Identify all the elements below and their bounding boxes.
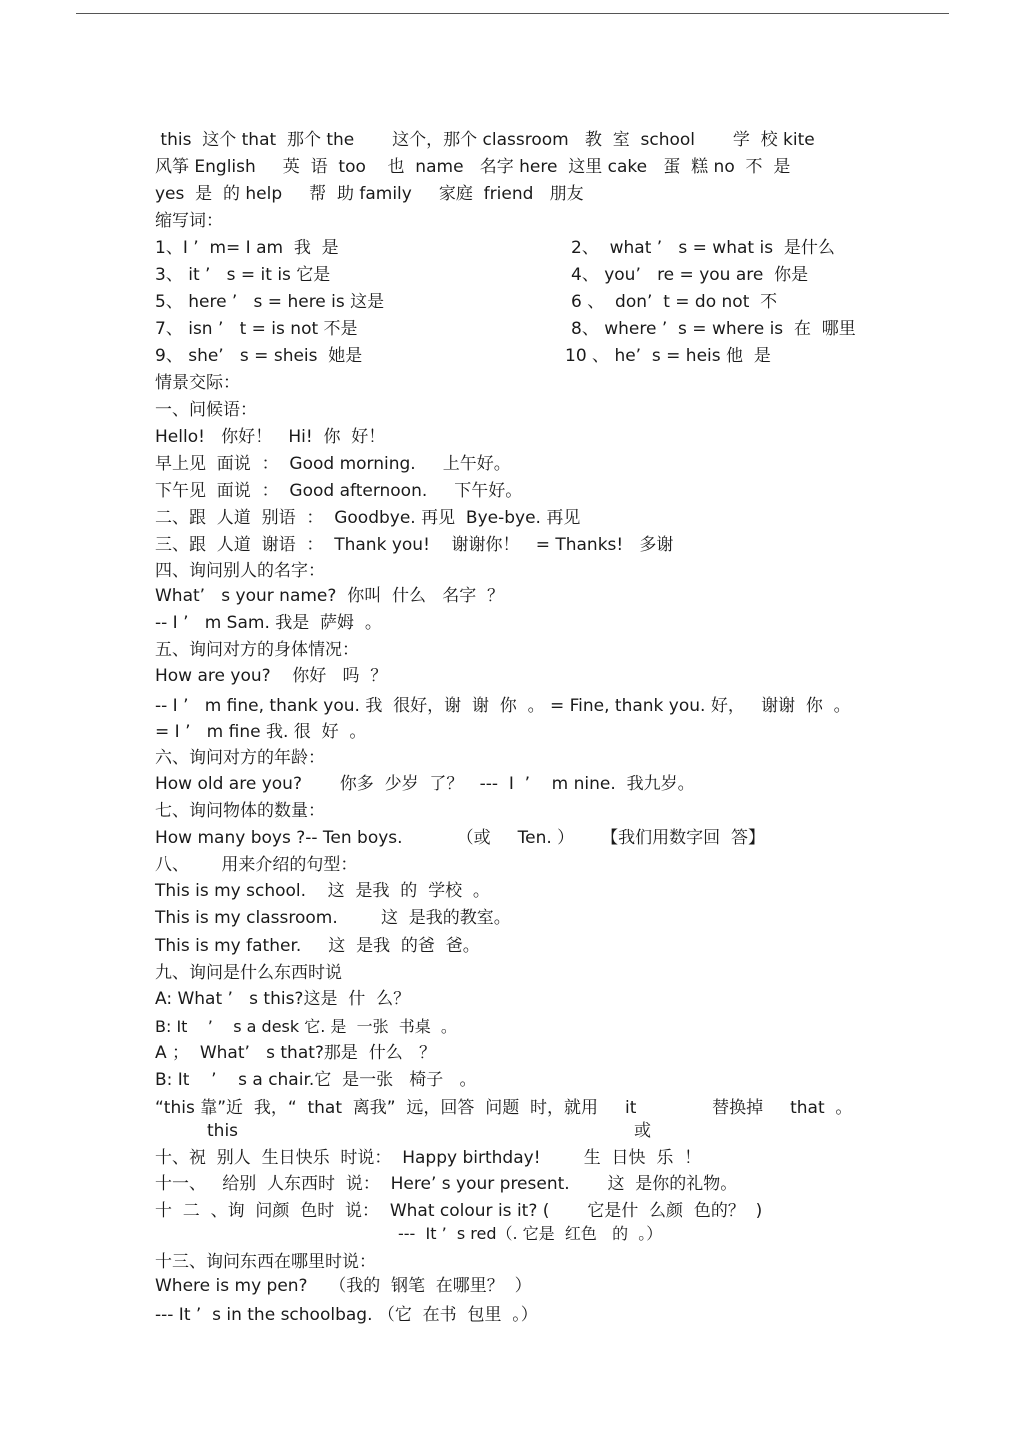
text-line: -- I ’ m fine, thank you. 我 很好，谢 谢 你 。 = Fine, thank you. 好， 谢谢 你 。 [155,696,851,716]
text-line: --- It ’ s red（. 它是 红色 的 。） [398,1224,663,1243]
text-line: 或 [634,1121,651,1141]
vocab-line-2: 风筝 English 英 语 too 也 name 名字 here 这里 cake 蛋 糕 no 不 是 [155,157,791,177]
text-line: = I ’ m fine 我. 很 好 。 [155,722,367,742]
text-line: 十 二 、询 问颜 色时 说： What colour is it? ( 它是什 么颜 色的？ ) [155,1201,763,1221]
section-heading: 五、询问对方的身体情况： [155,640,359,660]
dialog-line: B: It ’ s a desk 它. 是 一张 书桌 。 [155,1017,457,1036]
section-heading: 二、跟 人道 别语 ： Goodbye. 再见 Bye-bye. 再见 [155,508,581,528]
section-heading: 情景交际： [155,373,240,393]
section-heading: 四、询问别人的名字： [155,561,325,581]
text-line: -- I ’ m Sam. 我是 萨姆 。 [155,613,382,633]
abbrev-item: 3、 it ’ s = it is 它是 [155,265,331,285]
abbrev-item: 1、I ’ m= I am 我 是 [155,238,339,258]
section-heading: 九、询问是什么东西时说 [155,963,342,983]
text-line: This is my school. 这 是我 的 学校 。 [155,881,490,901]
text-line: Hello! 你好！ Hi! 你 好！ [155,427,386,447]
text-line: 十、祝 别人 生日快乐 时说： Happy birthday! 生 日快 乐 ！ [155,1148,702,1168]
text-line: 十一、 给别 人东西时 说： Here’ s your present. 这 是你的礼物。 [155,1174,738,1194]
section-heading: 十三、询问东西在哪里时说： [155,1252,376,1272]
abbrev-item: 6 、 don’ t = do not 不 [571,292,778,312]
abbrev-item: 5、 here ’ s = here is 这是 [155,292,385,312]
abbrev-heading: 缩写词： [155,211,223,231]
section-heading: 六、询问对方的年龄： [155,748,325,768]
text-line: This is my classroom. 这 是我的教室。 [155,908,511,928]
text-line: What’ s your name? 你叫 什么 名字 ？ [155,586,505,606]
text-line: this [207,1121,239,1141]
text-line: This is my father. 这 是我 的爸 爸。 [155,936,480,956]
section-heading: 八、 用来介绍的句型： [155,855,358,875]
text-line: --- It ’ s in the schoolbag. （它 在书 包里 。） [155,1305,538,1325]
vocab-line-1: this 这个 that 那个 the 这个，那个 classroom 教 室 school 学 校 kite [155,130,815,150]
abbrev-item: 2、 what ’ s = what is 是什么 [571,238,835,258]
text-line: How old are you? 你多 少岁 了？ --- I ’ m nine. 我九岁。 [155,774,695,794]
text-line: Where is my pen? （我的 钢笔 在哪里？ ） [155,1276,532,1296]
text-line: 下午见 面说 ： Good afternoon. 下午好。 [155,481,523,501]
text-line: 早上见 面说 ： Good morning. 上午好。 [155,454,511,474]
abbrev-item: 8、 where ’ s = where is 在 哪里 [571,319,856,339]
text-line: “this 靠”近 我，“ that 离我” 远，回答 问题 时，就用 it 替换掉 that 。 [155,1098,853,1118]
abbrev-item: 10 、 he’ s = heis 他 是 [565,346,771,366]
text-line: How many boys ?-- Ten boys. （或 Ten. ） 【我们用数字回 答】 [155,828,765,848]
vocab-line-3: yes 是 的 help 帮 助 family 家庭 friend 朋友 [155,184,584,204]
section-heading: 一、问候语： [155,400,257,420]
dialog-line: B: It ’ s a chair.它 是一张 椅子 。 [155,1070,477,1090]
text-line: How are you? 你好 吗 ？ [155,666,388,686]
abbrev-item: 9、 she’ s = sheis 她是 [155,346,363,366]
dialog-line: A ； What’ s that?那是 什么 ？ [155,1043,436,1063]
section-heading: 三、跟 人道 谢语 ： Thank you! 谢谢你！ = Thanks! 多谢 [155,535,674,555]
abbrev-item: 4、 you’ re = you are 你是 [571,265,809,285]
dialog-line: A: What ’ s this?这是 什 么？ [155,989,411,1009]
section-heading: 七、询问物体的数量： [155,801,325,821]
abbrev-item: 7、 isn ’ t = is not 不是 [155,319,358,339]
